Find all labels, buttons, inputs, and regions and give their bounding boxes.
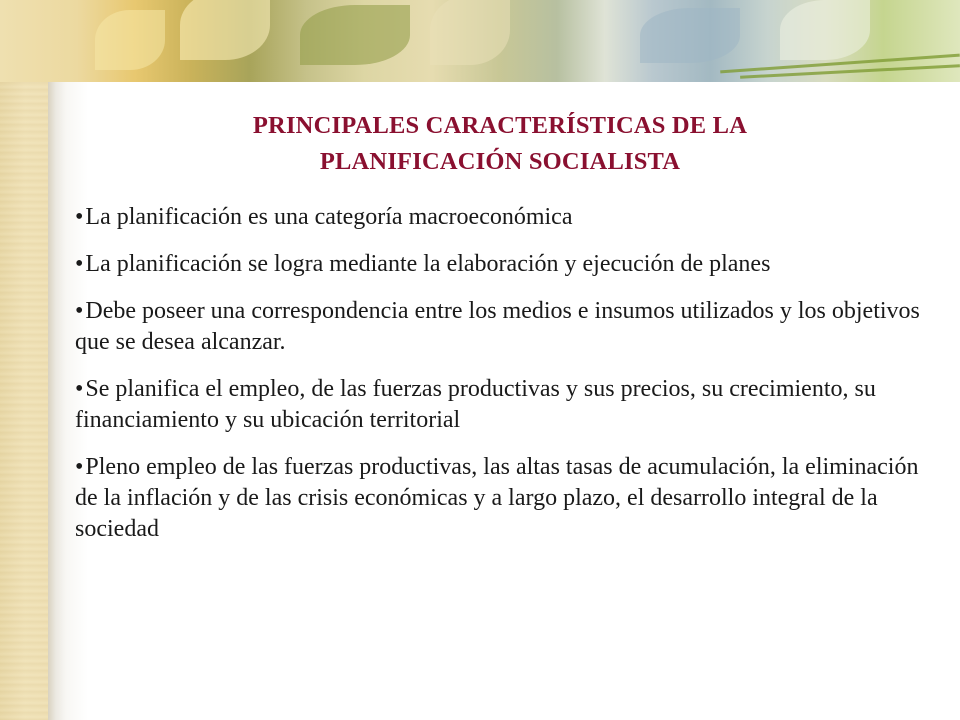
bullet-text: La planificación se logra mediante la elaboración y ejecución de planes xyxy=(85,251,771,277)
bullet-dot: • xyxy=(75,298,84,324)
bullet-dot: • xyxy=(75,251,84,277)
leaf-decoration xyxy=(300,5,410,65)
bullet-item xyxy=(75,452,925,545)
slide-title xyxy=(150,108,850,180)
bullet-text: Debe poseer una correspondencia entre los medios e insumos utilizados y los objetivos que se desea alcanzar. xyxy=(75,298,920,355)
bullet-dot: • xyxy=(75,376,84,402)
slide-title-line-2: PLANIFICACIÓN SOCIALISTA xyxy=(319,148,681,175)
decorative-leaf-banner xyxy=(0,0,960,82)
bullet-item xyxy=(75,202,925,233)
bullet-text: La planificación es una categoría macroeconómica xyxy=(85,204,573,230)
bullet-text: Pleno empleo de las fuerzas productivas, las altas tasas de acumulación, la eliminación de la inflación y de las crisis económicas y a largo plazo, el desarrollo integral de la sociedad xyxy=(75,454,919,542)
bullet-text: Se planifica el empleo, de las fuerzas productivas y sus precios, su crecimiento, su financiamiento y su ubicación territorial xyxy=(75,376,876,433)
bullet-list xyxy=(75,202,925,561)
bullet-item xyxy=(75,249,925,280)
leaf-decoration xyxy=(640,8,740,63)
leaf-decoration xyxy=(180,0,270,60)
leaf-decoration xyxy=(430,0,510,65)
bullet-dot: • xyxy=(75,454,84,480)
bullet-dot: • xyxy=(75,204,84,230)
leaf-decoration xyxy=(95,10,165,70)
leaf-decoration xyxy=(780,0,870,60)
slide-title-line-1: PRINCIPALES CARACTERÍSTICAS DE LA xyxy=(252,112,748,139)
bullet-item xyxy=(75,296,925,358)
bullet-item xyxy=(75,374,925,436)
